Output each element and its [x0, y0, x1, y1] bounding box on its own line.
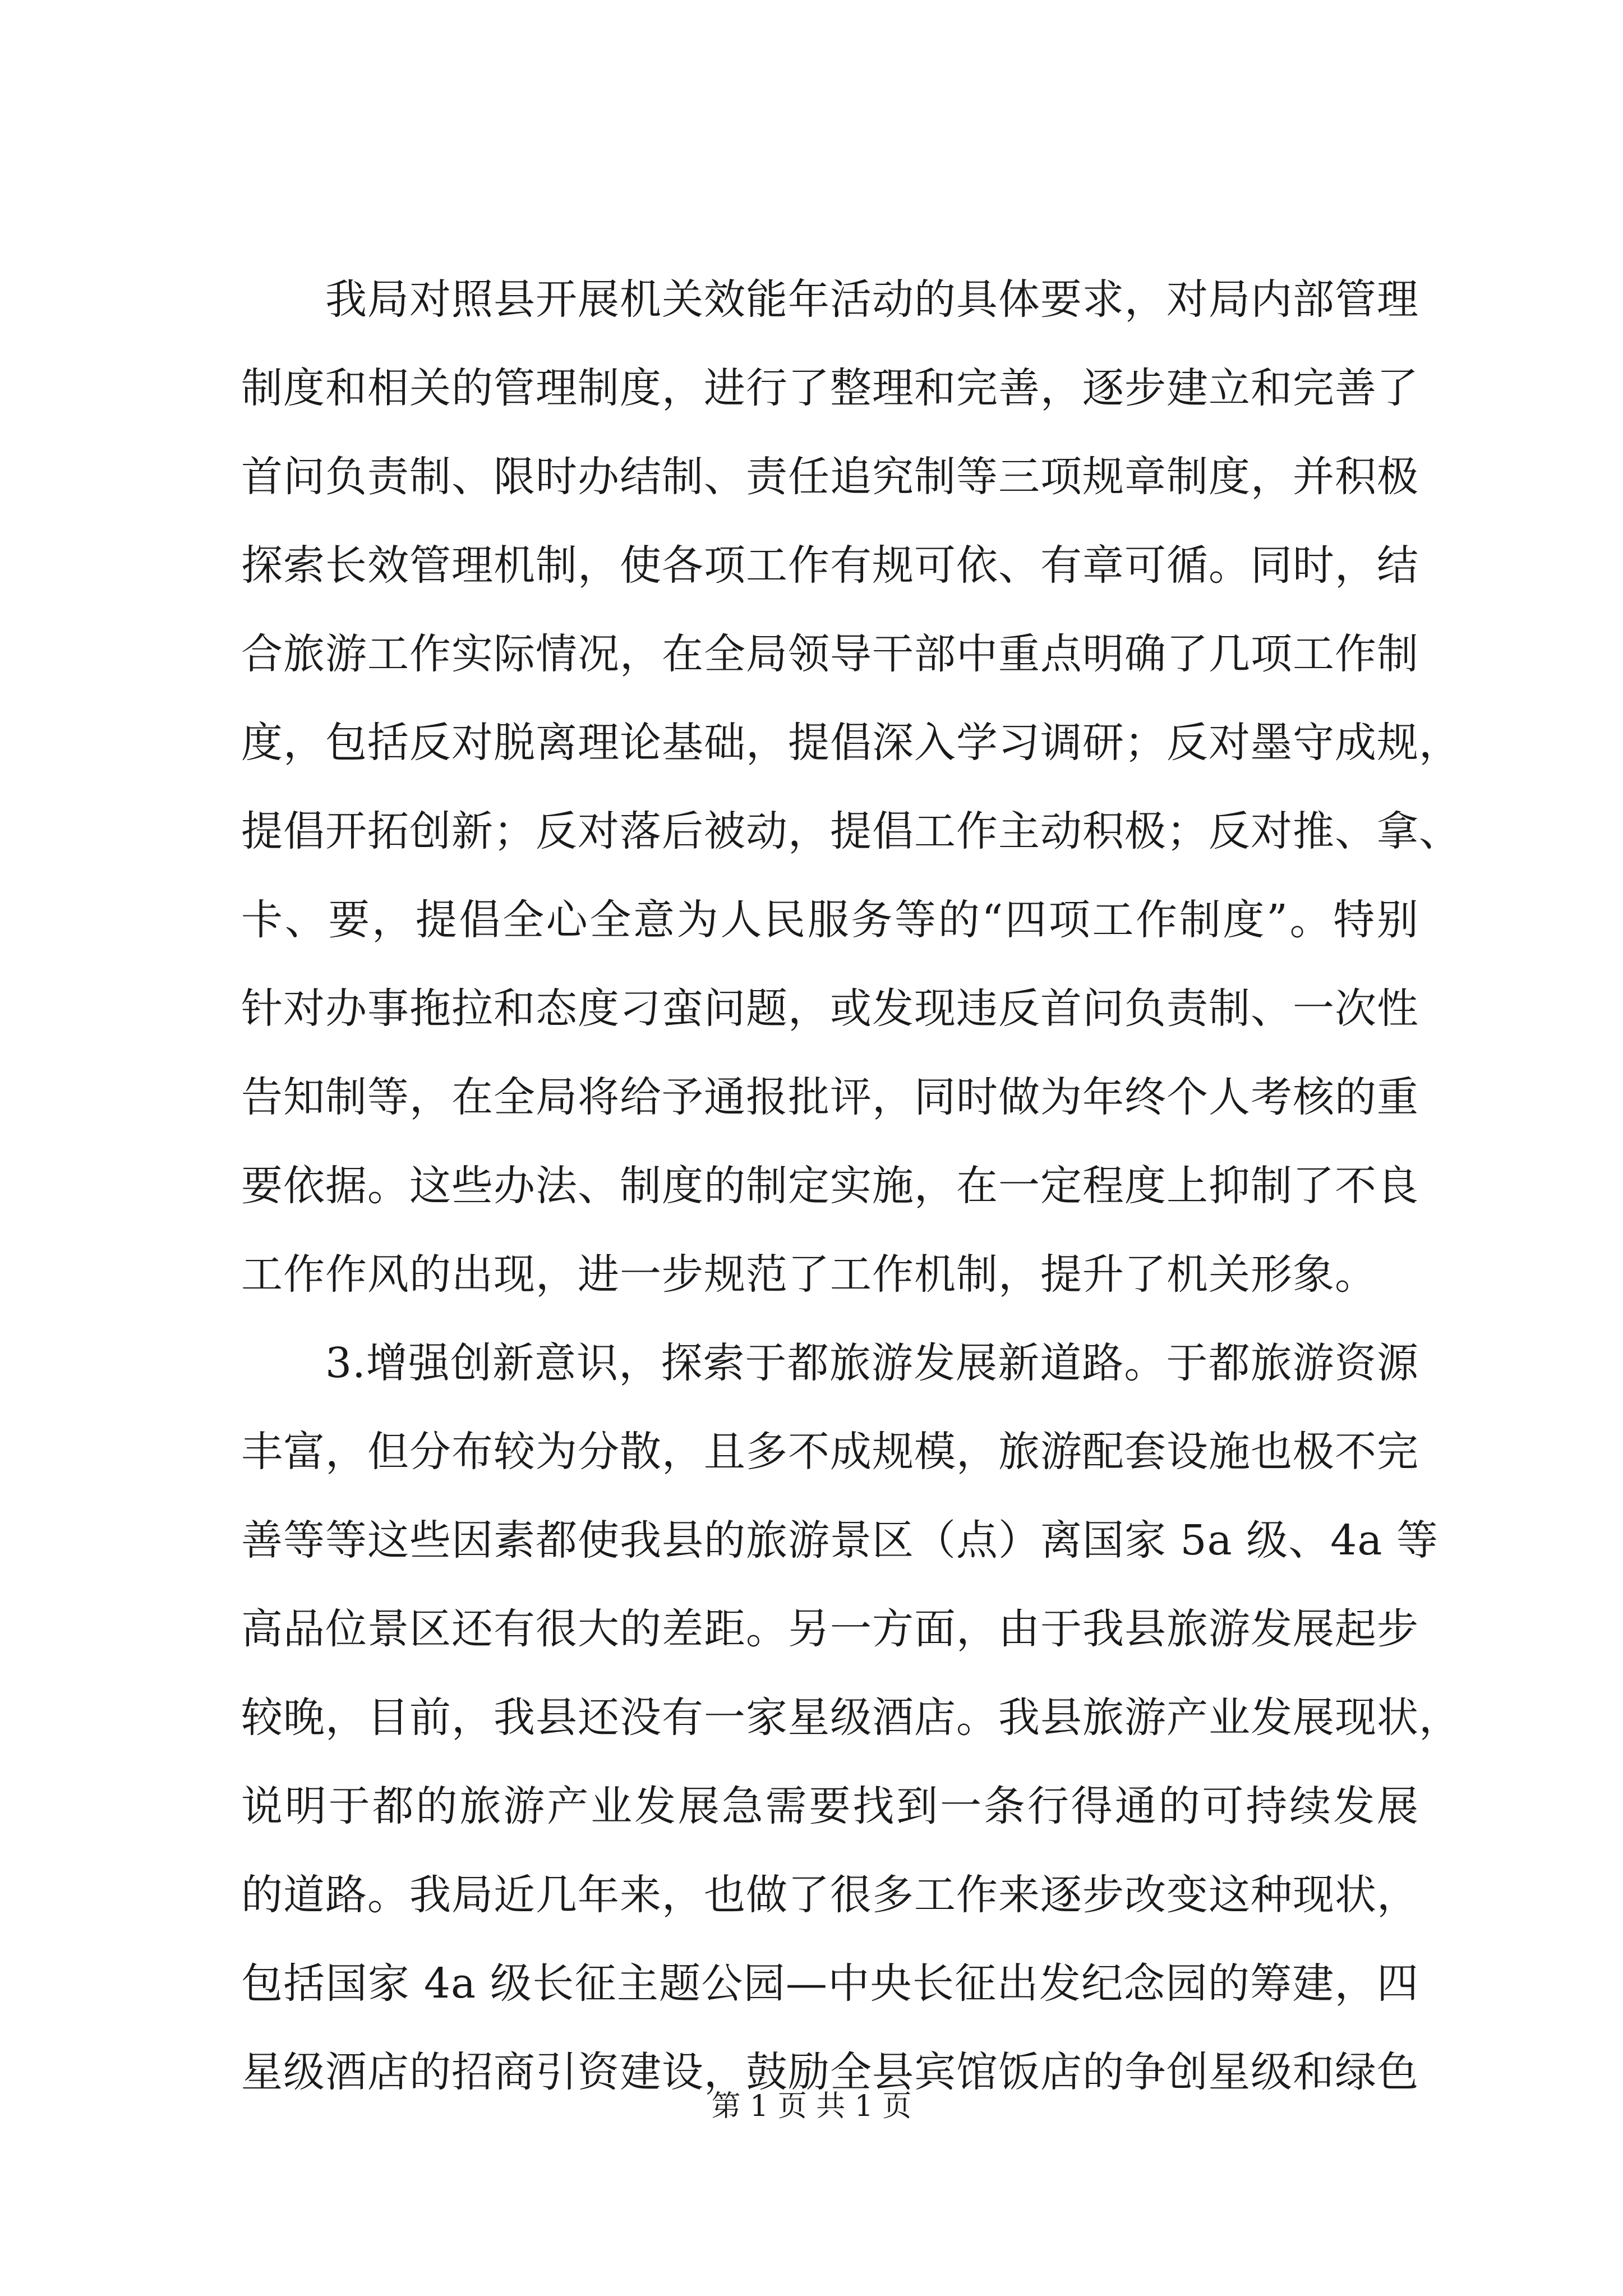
- paragraph-line: 提倡开拓创新；反对落后被动，提倡工作主动积极；反对推、拿、: [241, 807, 1461, 855]
- paragraph-line: 丰富，但分布较为分散，且多不成规模，旅游配套设施也极不完: [241, 1428, 1419, 1476]
- paragraph-line: 星级酒店的招商引资建设，鼓励全县宾馆饭店的争创星级和绿色: [241, 2048, 1419, 2096]
- paragraph-line: 的道路。我局近几年来，也做了很多工作来逐步改变这种现状，: [241, 1871, 1419, 1919]
- paragraph-line: 探索长效管理机制，使各项工作有规可依、有章可循。同时，结: [241, 541, 1419, 590]
- paragraph-line: 工作作风的出现，进一步规范了工作机制，提升了机关形象。: [241, 1250, 1377, 1299]
- paragraph-line: 3.增强创新意识，探索于都旅游发展新道路。于都旅游资源: [325, 1339, 1419, 1387]
- paragraph-line: 度，包括反对脱离理论基础，提倡深入学习调研；反对墨守成规，: [241, 719, 1461, 767]
- paragraph-line: 针对办事拖拉和态度刁蛮问题，或发现违反首问负责制、一次性: [241, 984, 1419, 1033]
- paragraph-line: 首问负责制、限时办结制、责任追究制等三项规章制度，并积极: [241, 453, 1419, 501]
- paragraph-line: 善等等这些因素都使我县的旅游景区（点）离国家 5a 级、4a 等: [241, 1516, 1438, 1565]
- paragraph-line: 我局对照县开展机关效能年活动的具体要求，对局内部管理: [325, 275, 1419, 324]
- paragraph-line: 制度和相关的管理制度，进行了整理和完善，逐步建立和完善了: [241, 364, 1419, 412]
- paragraph-line: 要依据。这些办法、制度的制定实施，在一定程度上抑制了不良: [241, 1162, 1419, 1210]
- paragraph-line: 高品位景区还有很大的差距。另一方面，由于我县旅游发展起步: [241, 1605, 1419, 1653]
- paragraph-line: 包括国家 4a 级长征主题公园—中央长征出发纪念园的筹建，四: [241, 1959, 1419, 2008]
- paragraph-line: 告知制等，在全局将给予通报批评，同时做为年终个人考核的重: [241, 1073, 1419, 1121]
- paragraph-line: 较晚，目前，我县还没有一家星级酒店。我县旅游产业发展现状，: [241, 1694, 1461, 1742]
- paragraph-line: 卡、要，提倡全心全意为人民服务等的“四项工作制度”。特别: [241, 896, 1419, 944]
- paragraph-line: 说明于都的旅游产业发展急需要找到一条行得通的可持续发展: [241, 1782, 1419, 1830]
- paragraph-line: 合旅游工作实际情况，在全局领导干部中重点明确了几项工作制: [241, 630, 1419, 678]
- page-number-footer: 第 1 页 共 1 页: [711, 2090, 912, 2123]
- document-body: [241, 255, 1461, 2116]
